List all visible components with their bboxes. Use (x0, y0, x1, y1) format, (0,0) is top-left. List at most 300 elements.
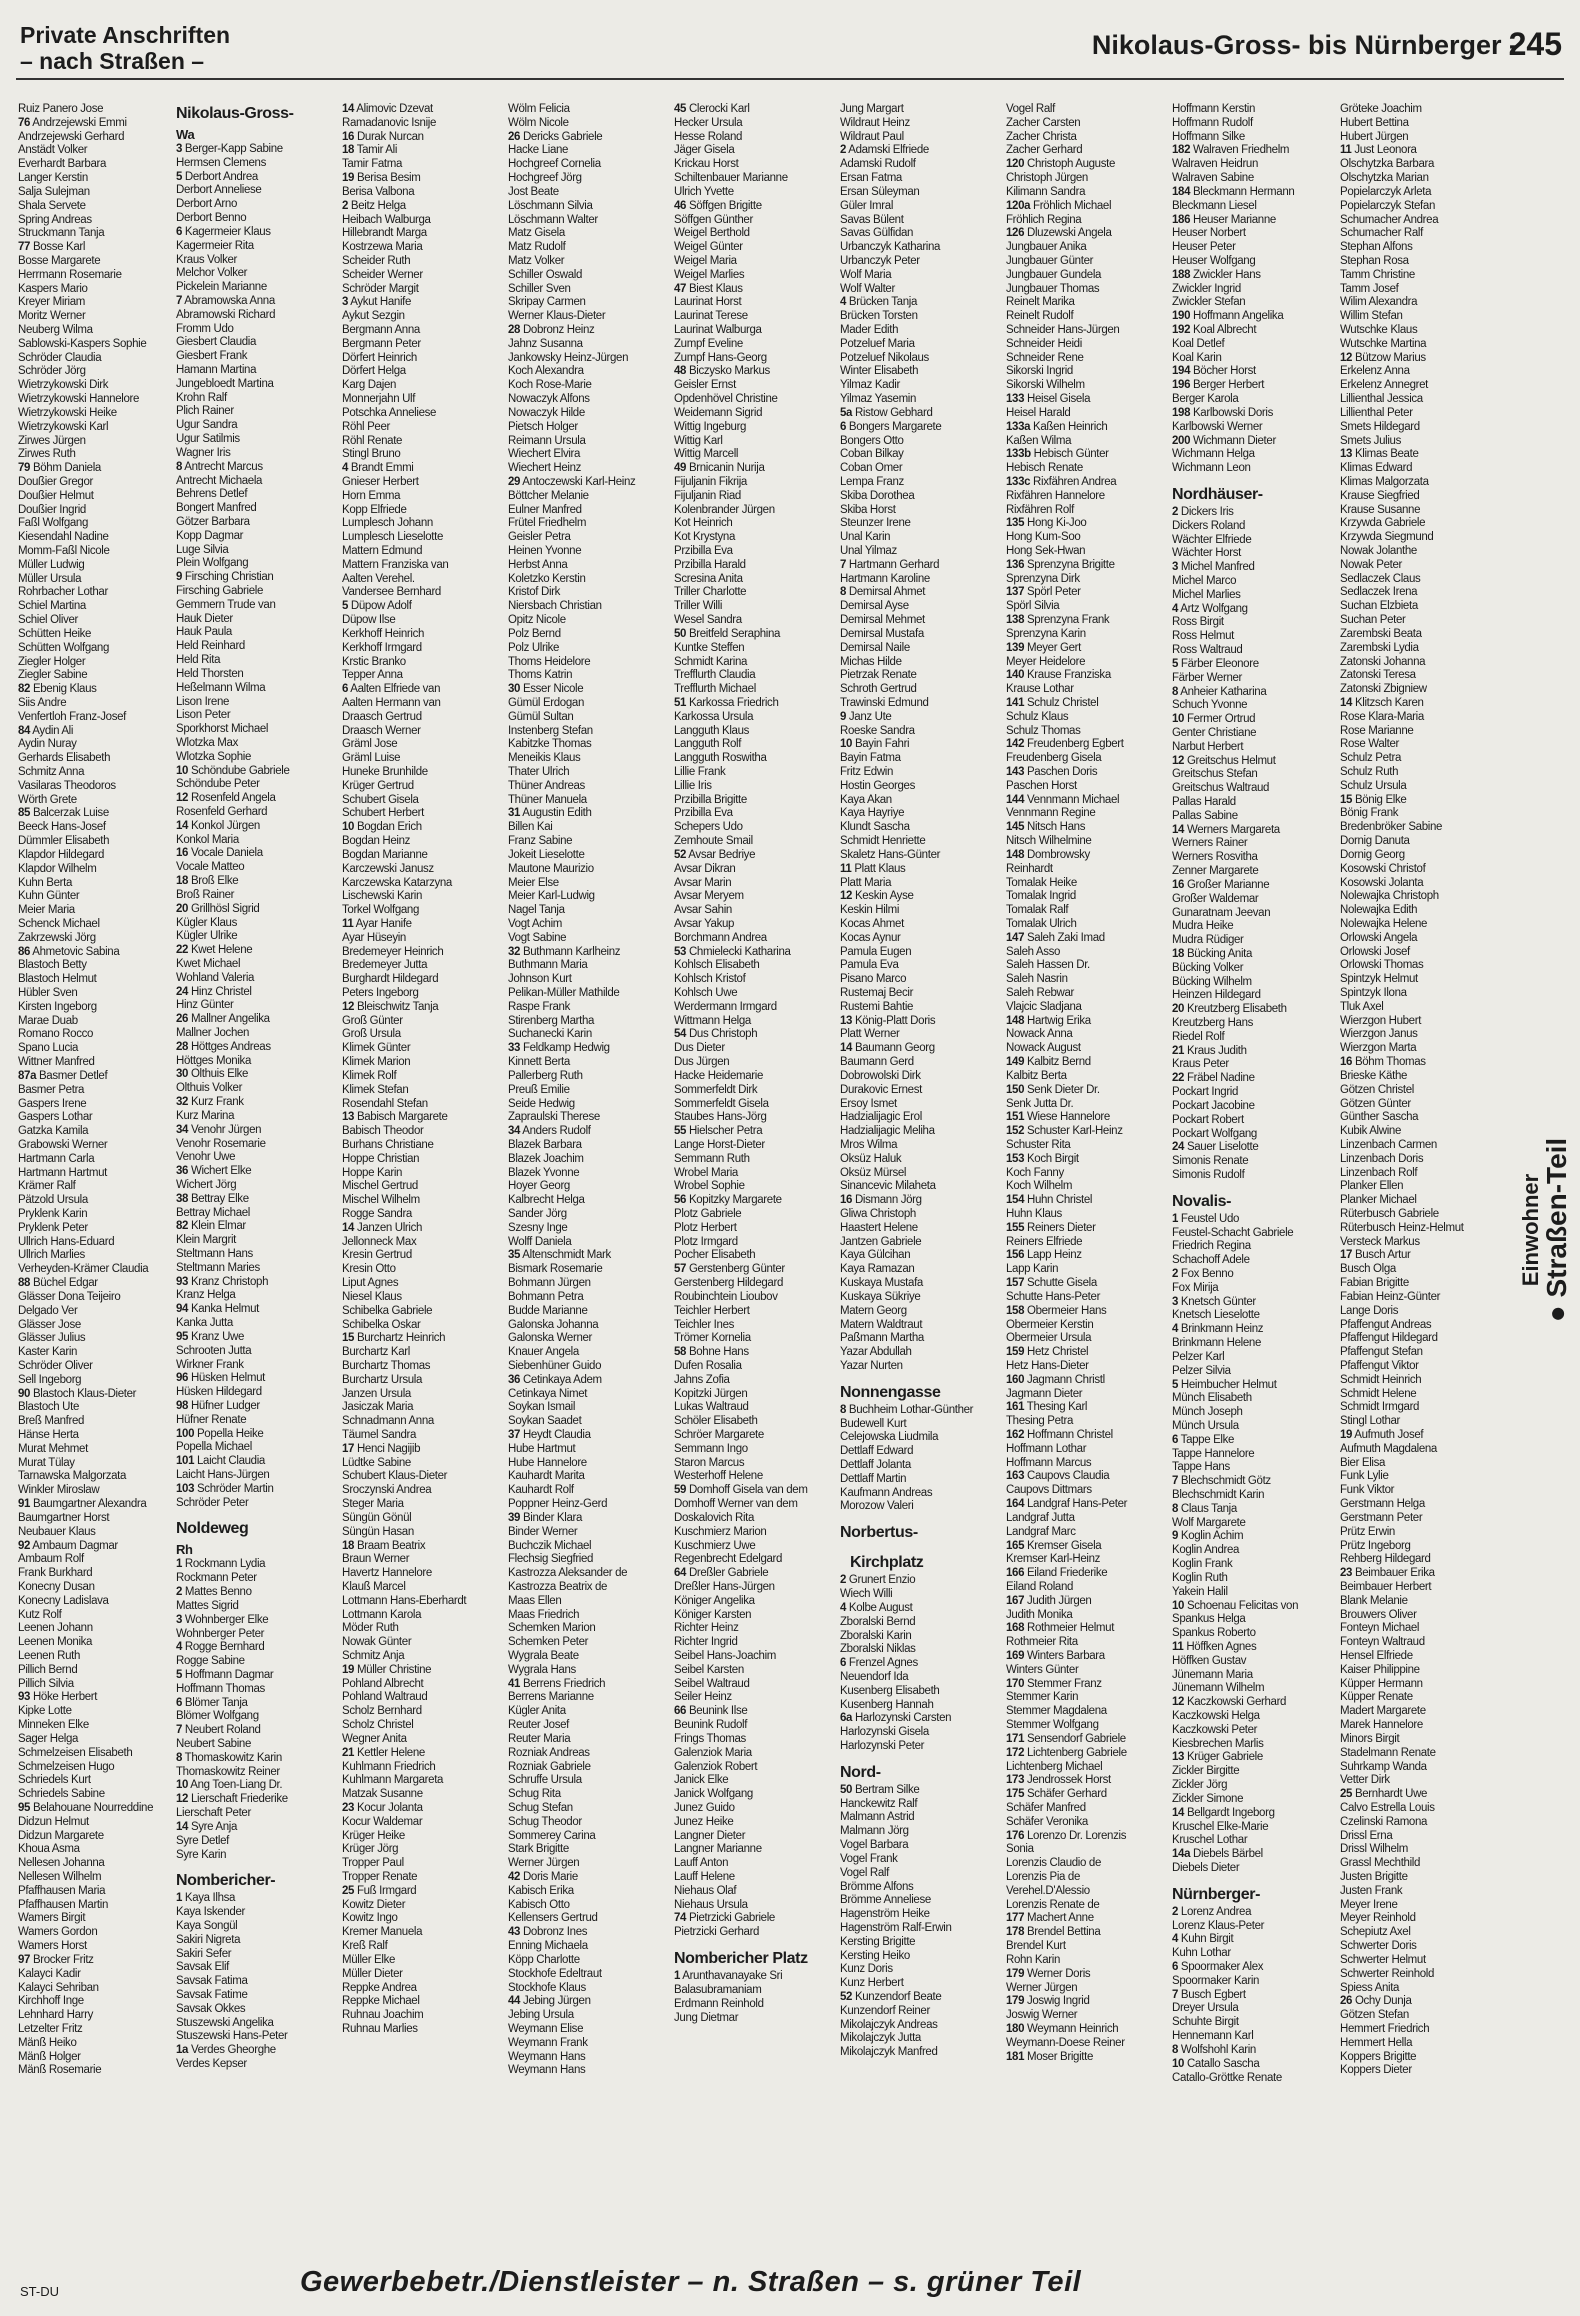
directory-entry: Münch Ursula (1172, 1419, 1239, 1432)
directory-entry: Karczewski Janusz (342, 862, 434, 875)
directory-entry: 2 Adamski Elfriede (840, 144, 929, 157)
directory-entry: Blazek Yvonne (508, 1166, 580, 1179)
section-title-line2: – nach Straßen – (20, 48, 205, 74)
directory-entry: Sell Ingeborg (18, 1373, 82, 1386)
directory-entry: Kalayci Sehriban (18, 1981, 99, 1994)
directory-entry: 100 Popella Heike (176, 1427, 264, 1440)
directory-entry: Didzun Helmut (18, 1815, 89, 1828)
directory-entry: Öksüz Mürsel (840, 1166, 907, 1179)
directory-entry: Wrobel Maria (674, 1166, 738, 1179)
directory-entry: Werners Rosvitha (1172, 851, 1258, 864)
directory-entry: Schemken Peter (508, 1636, 589, 1649)
directory-entry: Wamers Birgit (18, 1912, 86, 1925)
directory-entry: Berger Karola (1172, 393, 1239, 406)
directory-entry: Konecny Dusan (18, 1580, 95, 1593)
directory-entry: 141 Schulz Christel (1006, 696, 1099, 709)
directory-entry: 34 Venohr Jürgen (176, 1123, 262, 1136)
directory-entry: Sander Jörg (508, 1208, 567, 1220)
directory-entry: Junez Guido (674, 1801, 735, 1814)
directory-entry: 14 Konkol Jürgen (176, 819, 260, 832)
directory-entry: Draasch Gertrud (342, 710, 422, 723)
directory-entry: Stingl Bruno (342, 448, 401, 461)
directory-entry: Lorenz Klaus-Peter (1172, 1919, 1265, 1932)
directory-entry: 133b Hebisch Günter (1006, 448, 1109, 461)
directory-entry: Kusenberg Elisabeth (840, 1684, 940, 1697)
directory-entry: Heuser Norbert (1172, 227, 1246, 240)
directory-entry: Koglin Frank (1172, 1558, 1233, 1571)
directory-entry: Karg Dajen (342, 379, 397, 392)
directory-entry: Blastoch Ute (18, 1401, 79, 1414)
directory-entry: Judith Monika (1006, 1608, 1073, 1621)
directory-entry: Rose Klara-Maria (1340, 710, 1424, 723)
directory-entry: Baumann Gerd (840, 1056, 914, 1069)
directory-entry: 7 Hartmann Gerhard (840, 558, 940, 571)
directory-entry: Seibel Waltraud (674, 1677, 750, 1690)
directory-entry: Niehaus Ursula (674, 1898, 748, 1911)
directory-entry: Suhrkamp Wanda (1340, 1760, 1427, 1773)
directory-entry: 11 Höffken Agnes (1172, 1640, 1257, 1653)
directory-entry: Kranz Helga (176, 1289, 236, 1302)
directory-entry: Stingl Lothar (1340, 1415, 1401, 1428)
directory-entry: Steltmann Hans (176, 1248, 253, 1260)
directory-entry: Antrecht Michaela (176, 474, 263, 487)
directory-entry: Drissl Erna (1340, 1829, 1393, 1842)
directory-entry: Matzak Susanne (342, 1788, 423, 1801)
directory-entry: 2 Fox Benno (1172, 1268, 1234, 1280)
directory-entry: 14a Diebels Bärbel (1172, 1848, 1263, 1861)
directory-entry: Götzen Stefan (1340, 2009, 1409, 2022)
directory-entry: Schmitz Anna (18, 766, 85, 778)
directory-entry: Öksüz Haluk (840, 1152, 902, 1165)
directory-entry: 32 Buthmann Karlheinz (508, 945, 621, 958)
directory-entry: Höttges Monika (176, 1054, 251, 1067)
directory-entry: 133 Heisel Gisela (1006, 393, 1091, 406)
directory-entry: Gümül Sultan (508, 710, 574, 723)
directory-entry: Erkelenz Annegret (1340, 379, 1429, 392)
directory-entry: Derbort Arno (176, 198, 237, 211)
directory-entry: Brömme Anneliese (840, 1894, 931, 1907)
directory-entry: Kabitzke Thomas (508, 738, 592, 751)
directory-entry: Kipke Lotte (18, 1705, 72, 1718)
directory-entry: Söffgen Günther (674, 213, 753, 226)
directory-entry: Süngün Gönül (342, 1511, 412, 1524)
directory-entry: Bergmann Anna (342, 324, 420, 336)
directory-entry: Drissl Wilhelm (1340, 1843, 1408, 1856)
directory-entry: Balasubramaniam (674, 1983, 762, 1996)
directory-entry: Müller Dieter (342, 1967, 403, 1980)
directory-entry: Ross Waltraud (1172, 644, 1243, 657)
directory-entry: Leenen Ruth (18, 1650, 81, 1662)
directory-entry: Wildraut Paul (840, 130, 904, 143)
directory-entry: Lison Peter (176, 709, 231, 722)
directory-entry: Röhl Peer (342, 420, 390, 433)
directory-entry: 200 Wichmann Dieter (1172, 434, 1276, 447)
directory-entry: 14 Bellgardt Ingeborg (1172, 1806, 1275, 1819)
directory-entry: Galenziok Maria (674, 1746, 752, 1759)
directory-entry: Jost Beate (508, 185, 559, 198)
directory-entry: 148 Dombrowsky (1006, 848, 1090, 861)
directory-entry: 52 Kunzendorf Beate (840, 1991, 942, 2003)
directory-entry: Diebels Dieter (1172, 1861, 1240, 1874)
directory-entry: Khoua Asma (18, 1843, 80, 1856)
directory-entry: Kabisch Otto (508, 1898, 570, 1911)
directory-entry: Leenen Johann (18, 1622, 93, 1635)
directory-entry: Westerhoff Helene (674, 1470, 763, 1483)
directory-entry: Olthuis Volker (176, 1082, 243, 1095)
directory-entry: Potzeluef Nikolaus (840, 351, 929, 364)
directory-entry: Heinzen Hildegard (1172, 989, 1261, 1002)
directory-entry: Buchczik Michael (508, 1539, 592, 1552)
directory-entry: Johnson Kurt (508, 973, 572, 986)
directory-entry: Skaletz Hans-Günter (840, 848, 941, 861)
directory-entry: Schubert Klaus-Dieter (342, 1470, 448, 1483)
directory-entry: Avsar Yakup (674, 917, 735, 930)
directory-entry: 28 Höttges Andreas (176, 1040, 271, 1053)
directory-entry: Malmann Jörg (840, 1825, 909, 1838)
directory-entry: Klapdor Wilhelm (18, 862, 97, 875)
directory-entry: Lüdtke Sabine (342, 1456, 411, 1469)
directory-entry: 155 Reiners Dieter (1006, 1221, 1096, 1234)
directory-entry: Kaya Hayriye (840, 807, 905, 820)
directory-entry: Pohland Albrecht (342, 1677, 424, 1690)
directory-entry: 82 Ebenig Klaus (18, 683, 97, 696)
directory-entry: 8 Buchheim Lothar-Günther (840, 1403, 974, 1416)
directory-entry: Rose Walter (1340, 738, 1399, 751)
directory-entry: Klundt Sascha (840, 821, 910, 834)
directory-entry: Knetsch Lieselotte (1172, 1309, 1260, 1322)
directory-entry: Demirsal Mustafa (840, 627, 924, 640)
directory-entry: Minors Birgit (1340, 1732, 1400, 1745)
directory-entry: Krüger Heike (342, 1829, 405, 1842)
directory-entry: Krüger Jörg (342, 1843, 399, 1856)
directory-entry: 93 Kranz Christoph (176, 1275, 269, 1288)
directory-entry: Langner Dieter (674, 1829, 746, 1842)
directory-entry: Wlotzka Max (176, 736, 238, 749)
directory-entry: Klimek Rolf (342, 1069, 397, 1082)
directory-entry: 8 Demirsal Ahmet (840, 586, 926, 599)
directory-entry: Kreyer Miriam (18, 296, 86, 309)
directory-entry: Klimas Edward (1340, 462, 1413, 475)
directory-entry: Landgraf Marc (1006, 1525, 1076, 1538)
directory-entry: 58 Bohne Hans (674, 1346, 749, 1359)
directory-entry: Karkossa Ursula (674, 710, 754, 723)
directory-entry: Schmidt Heinrich (1340, 1373, 1422, 1386)
directory-entry: 8 Thomaskowitz Karin (176, 1751, 282, 1764)
directory-entry: Hubert Jürgen (1340, 130, 1409, 143)
directory-entry: Wölm Nicole (508, 116, 569, 129)
directory-entry: Seibel Karsten (674, 1663, 744, 1676)
directory-entry: Suchan Peter (1340, 614, 1406, 627)
directory-entry: Dettlaff Jolanta (840, 1459, 911, 1471)
directory-entry: Syre Detlef (176, 1834, 230, 1847)
directory-entry: Potzeluef Maria (840, 337, 915, 350)
directory-entry: Plotz Herbert (674, 1221, 737, 1234)
directory-entry: Nowak Günter (342, 1636, 412, 1649)
directory-entry: 18 Braam Beatrix (342, 1539, 426, 1552)
directory-entry: Kuschmierz Marion (674, 1525, 767, 1538)
directory-entry: Krstic Branko (342, 655, 406, 668)
directory-entry: Langguth Roswitha (674, 752, 767, 765)
directory-entry: Laicht Hans-Jürgen (176, 1469, 270, 1481)
directory-entry: Schepiutz Axel (1340, 1926, 1411, 1939)
directory-entry: Basmer Petra (18, 1083, 85, 1096)
directory-entry: Rustemaj Becir (840, 987, 914, 999)
directory-entry: 5a Ristow Gebhard (840, 406, 933, 419)
directory-entry: Dörfert Heinrich (342, 351, 417, 364)
directory-entry: Stemmer Wolfgang (1006, 1719, 1099, 1732)
directory-entry: Kutz Rolf (18, 1608, 62, 1621)
directory-entry: Yazar Abdullah (840, 1346, 912, 1359)
directory-entry: Adamski Rudolf (840, 158, 916, 171)
directory-entry: Urbanczyk Katharina (840, 241, 941, 254)
directory-entry: Klimek Stefan (342, 1083, 409, 1096)
directory-entry: Neubert Sabine (176, 1738, 252, 1750)
directory-entry: Paschen Horst (1006, 779, 1077, 792)
directory-entry: Hänse Herta (18, 1429, 79, 1441)
directory-entry: Löschmann Silvia (508, 199, 593, 212)
directory-entry: Hanckewitz Ralf (840, 1797, 918, 1810)
directory-entry: 16 Vocale Daniela (176, 847, 263, 860)
directory-entry: Preuß Emilie (508, 1083, 570, 1096)
directory-entry: Bier Elisa (1340, 1456, 1386, 1469)
directory-entry: Nellesen Johanna (18, 1857, 105, 1870)
directory-entry: Mallner Jochen (176, 1027, 250, 1039)
directory-entry: Langner Marianne (674, 1843, 762, 1856)
directory-entry: Ramadanovic Isnije (342, 116, 437, 129)
directory-entry: Kolenbrander Jürgen (674, 503, 775, 516)
directory-entry: Thoms Katrin (508, 669, 573, 682)
directory-entry: 51 Karkossa Friedrich (674, 696, 779, 709)
directory-entry: Kopp Dagmar (176, 529, 244, 542)
directory-entry: Mudra Rüdiger (1172, 934, 1244, 947)
directory-entry: Kremser Karl-Heinz (1006, 1553, 1101, 1566)
directory-entry: Pfaffengut Andreas (1340, 1318, 1432, 1331)
directory-entry: Jäger Gisela (674, 144, 735, 157)
directory-entry: Kraus Volker (176, 253, 237, 266)
directory-entry: Schiel Oliver (18, 614, 78, 627)
directory-entry: 8 Antrecht Marcus (176, 460, 263, 473)
directory-entry: Minneken Elke (18, 1719, 89, 1732)
directory-entry: Nowack August (1006, 1042, 1081, 1055)
directory-entry: Heuser Peter (1172, 241, 1236, 254)
directory-entry: Jungbauer Günter (1006, 254, 1094, 267)
directory-entry: Küpper Hermann (1340, 1677, 1423, 1690)
directory-entry: 53 Chmielecki Katharina (674, 945, 791, 958)
directory-entry: Kiesbrechen Marlis (1172, 1737, 1264, 1750)
directory-entry: Zickler Simone (1172, 1792, 1244, 1805)
directory-entry: Neuberg Wilma (18, 324, 93, 336)
directory-entry: Mros Wilma (840, 1138, 898, 1151)
directory-entry: Knauer Angela (508, 1346, 579, 1359)
directory-entry: 82 Klein Elmar (176, 1220, 246, 1233)
directory-entry: Müller Ludwig (18, 558, 85, 571)
directory-entry: Simonis Rudolf (1172, 1168, 1245, 1181)
directory-entry: Friedrich Regina (1172, 1240, 1251, 1253)
directory-entry: Calvo Estrella Louis (1340, 1801, 1435, 1814)
directory-entry: Weigel Berthold (674, 227, 750, 240)
directory-entry: Nellesen Wilhelm (18, 1871, 102, 1883)
directory-entry: Babisch Theodor (342, 1125, 424, 1138)
directory-entry: 15 Burchartz Heinrich (342, 1332, 446, 1345)
directory-entry: Mattern Franziska van (342, 558, 449, 571)
directory-entry: Schiller Sven (508, 282, 571, 295)
directory-entry: Schneider Rene (1006, 351, 1084, 364)
directory-entry: Schmelzeisen Hugo (18, 1760, 115, 1773)
directory-entry: Olschytzka Marian (1340, 172, 1429, 185)
directory-entry: Behrens Detlef (176, 488, 248, 501)
directory-entry: 4 Kolbe August (840, 1601, 913, 1614)
directory-entry: Tropper Paul (342, 1857, 404, 1870)
directory-entry: Nowak Peter (1340, 558, 1402, 571)
directory-entry: Spring Andreas (18, 213, 92, 226)
directory-entry: Gröteke Joachim (1340, 103, 1422, 115)
directory-entry: Pelzer Silvia (1172, 1364, 1231, 1377)
directory-entry: 95 Kranz Uwe (176, 1330, 245, 1343)
directory-entry: 77 Bosse Karl (18, 241, 86, 254)
directory-entry: Urbanczyk Peter (840, 254, 920, 267)
directory-entry: Reppke Andrea (342, 1981, 417, 1994)
directory-entry: Wolf Margarete (1172, 1516, 1246, 1529)
directory-entry: 163 Caupovs Claudia (1006, 1470, 1110, 1483)
directory-entry: 59 Domhoff Gisela van dem (674, 1484, 808, 1497)
directory-entry: Fonteyn Waltraud (1340, 1636, 1425, 1649)
directory-entry: 159 Hetz Christel (1006, 1346, 1089, 1359)
directory-entry: 190 Hoffmann Angelika (1172, 310, 1284, 323)
directory-entry: Verehel.D'Alessio (1006, 1884, 1090, 1897)
directory-entry: Zirwes Ruth (18, 448, 76, 461)
directory-entry: Schröder Jörg (18, 365, 86, 378)
directory-entry: Kuskaya Mustafa (840, 1277, 923, 1290)
directory-entry: Schnadmann Anna (342, 1415, 434, 1428)
directory-entry: 4 Brandt Emmi (342, 462, 414, 475)
directory-entry: Popella Michael (176, 1441, 252, 1454)
directory-entry: 138 Sprenzyna Frank (1006, 614, 1110, 627)
directory-entry: Aalten Verehel. (342, 572, 415, 585)
directory-entry: Galenziok Robert (674, 1760, 758, 1773)
directory-entry: 1 Kaya Ilhsa (176, 1892, 236, 1905)
directory-entry: Konecny Ladislava (18, 1594, 109, 1607)
directory-entry: 24 Sauer Liselotte (1172, 1141, 1259, 1154)
directory-entry: Seibel Hans-Joachim (674, 1650, 777, 1662)
directory-entry: Kostrzewa Maria (342, 241, 423, 254)
directory-entry: 21 Kettler Helene (342, 1746, 425, 1759)
directory-entry: Freudenberg Gisela (1006, 752, 1102, 765)
directory-entry: Hube Hannelore (508, 1456, 587, 1469)
directory-entry: Kuhn Berta (18, 876, 73, 889)
directory-entry: Kaster Karin (18, 1346, 78, 1359)
directory-entry: Ruiz Panero Jose (18, 103, 104, 115)
directory-entry: Schulz Petra (1340, 752, 1401, 765)
directory-entry: Orlowski Angela (1340, 931, 1418, 944)
directory-entry: Gnieser Herbert (342, 475, 419, 488)
directory-entry: Bayin Fatma (840, 752, 901, 765)
directory-entry: Wölm Felicia (508, 103, 570, 115)
directory-entry: Rockmann Peter (176, 1572, 257, 1585)
directory-entry: Krzywda Siegmund (1340, 531, 1434, 544)
directory-entry: 32 Kurz Frank (176, 1096, 244, 1109)
directory-entry: Horn Emma (342, 489, 401, 502)
directory-entry: Olschytzka Barbara (1340, 158, 1435, 171)
directory-entry: Pfaffengut Viktor (1340, 1359, 1419, 1372)
directory-entry: Brömme Alfons (840, 1880, 914, 1893)
directory-entry: Hesse Roland (674, 130, 743, 143)
directory-entry: Faßl Wolfgang (18, 517, 89, 530)
directory-entry: 180 Weymann Heinrich (1006, 2022, 1119, 2035)
directory-entry: Koppers Dieter (1340, 2064, 1412, 2077)
directory-entry: Zarembski Beata (1340, 627, 1422, 640)
directory-entry: 88 Büchel Edgar (18, 1277, 98, 1290)
directory-entry: 150 Senk Dieter Dr. (1006, 1083, 1100, 1096)
directory-entry: Szesny Inge (508, 1221, 568, 1234)
directory-entry: Durakovic Ernest (840, 1083, 922, 1096)
directory-entry: Dörfert Helga (342, 365, 406, 378)
directory-entry: Savsak Fatima (176, 1975, 248, 1988)
directory-entry: Gräml Jose (342, 738, 398, 751)
directory-entry: Blechschmidt Karin (1172, 1489, 1265, 1501)
directory-entry: Stirenberg Martha (508, 1014, 595, 1027)
directory-entry: Schulz Ruth (1340, 766, 1399, 778)
directory-entry: Wichert Jörg (176, 1178, 237, 1191)
directory-entry: Vlajcic Sladjana (1006, 1000, 1082, 1013)
directory-entry: Jellonneck Max (342, 1235, 417, 1248)
directory-entry: Thesing Petra (1006, 1415, 1074, 1428)
directory-entry: 2 Grunert Enzio (840, 1574, 916, 1587)
directory-entry: Berrens Marianne (508, 1691, 594, 1704)
directory-entry: Tappe Hannelore (1172, 1447, 1255, 1460)
directory-entry: Yilmaz Yasemin (840, 393, 917, 406)
directory-entry: Bogdan Marianne (342, 848, 428, 861)
directory-entry: 96 Hüsken Helmut (176, 1372, 266, 1385)
directory-entry: 10 Schoenau Felicitas von (1172, 1599, 1299, 1612)
directory-entry: Aufmuth Magdalena (1340, 1442, 1437, 1455)
directory-entry: Tomalak Heike (1006, 876, 1077, 889)
directory-entry: Dümmler Elisabeth (18, 835, 110, 848)
directory-entry: Müller Ursula (18, 572, 82, 585)
directory-entry: 3 Aykut Hanife (342, 296, 412, 309)
directory-entry: Michel Marco (1172, 575, 1237, 587)
directory-entry: Hetz Hans-Dieter (1006, 1359, 1089, 1372)
directory-entry: Poppner Heinz-Gerd (508, 1498, 608, 1511)
directory-entry: 12 Bleischwitz Tanja (342, 1000, 439, 1013)
directory-entry: Kreß Ralf (342, 1940, 388, 1953)
directory-entry: Polz Bernd (508, 627, 561, 640)
directory-entry: 137 Spörl Peter (1006, 586, 1081, 599)
directory-entry: Kocas Ahmet (840, 917, 904, 930)
directory-entry: 178 Brendel Bettina (1006, 1926, 1101, 1939)
directory-entry: Matz Volker (508, 254, 565, 267)
street-heading: Nürnberger- (1172, 1885, 1261, 1903)
directory-entry: Celejowska Liudmila (840, 1431, 939, 1444)
directory-entry: Jasiczak Maria (342, 1401, 414, 1414)
directory-entry: Wietrzykowski Dirk (18, 379, 109, 392)
directory-entry: Zwickler Ingrid (1172, 282, 1241, 295)
directory-entry: Herbst Anna (508, 558, 568, 571)
directory-entry: Kuhlmann Margareta (342, 1774, 444, 1787)
directory-entry: Matz Rudolf (508, 241, 566, 254)
directory-entry: Glässer Jose (18, 1318, 81, 1331)
street-heading: Nombericher- (176, 1872, 276, 1890)
directory-entry: Stuszewski Hans-Peter (176, 2030, 288, 2043)
directory-entry: Schäfer Manfred (1006, 1801, 1086, 1814)
directory-entry: Stemmer Magdalena (1006, 1705, 1107, 1718)
directory-entry: Hoppe Christian (342, 1152, 420, 1165)
directory-entry: Schriedels Kurt (18, 1774, 91, 1787)
directory-entry: Wittmann Helga (674, 1014, 751, 1027)
directory-entry: Syre Karin (176, 1848, 227, 1861)
directory-entry: Monnerjahn Ulf (342, 393, 416, 406)
directory-entry: Kaya Gülcihan (840, 1249, 911, 1262)
directory-entry: Hubert Bettina (1340, 116, 1409, 129)
